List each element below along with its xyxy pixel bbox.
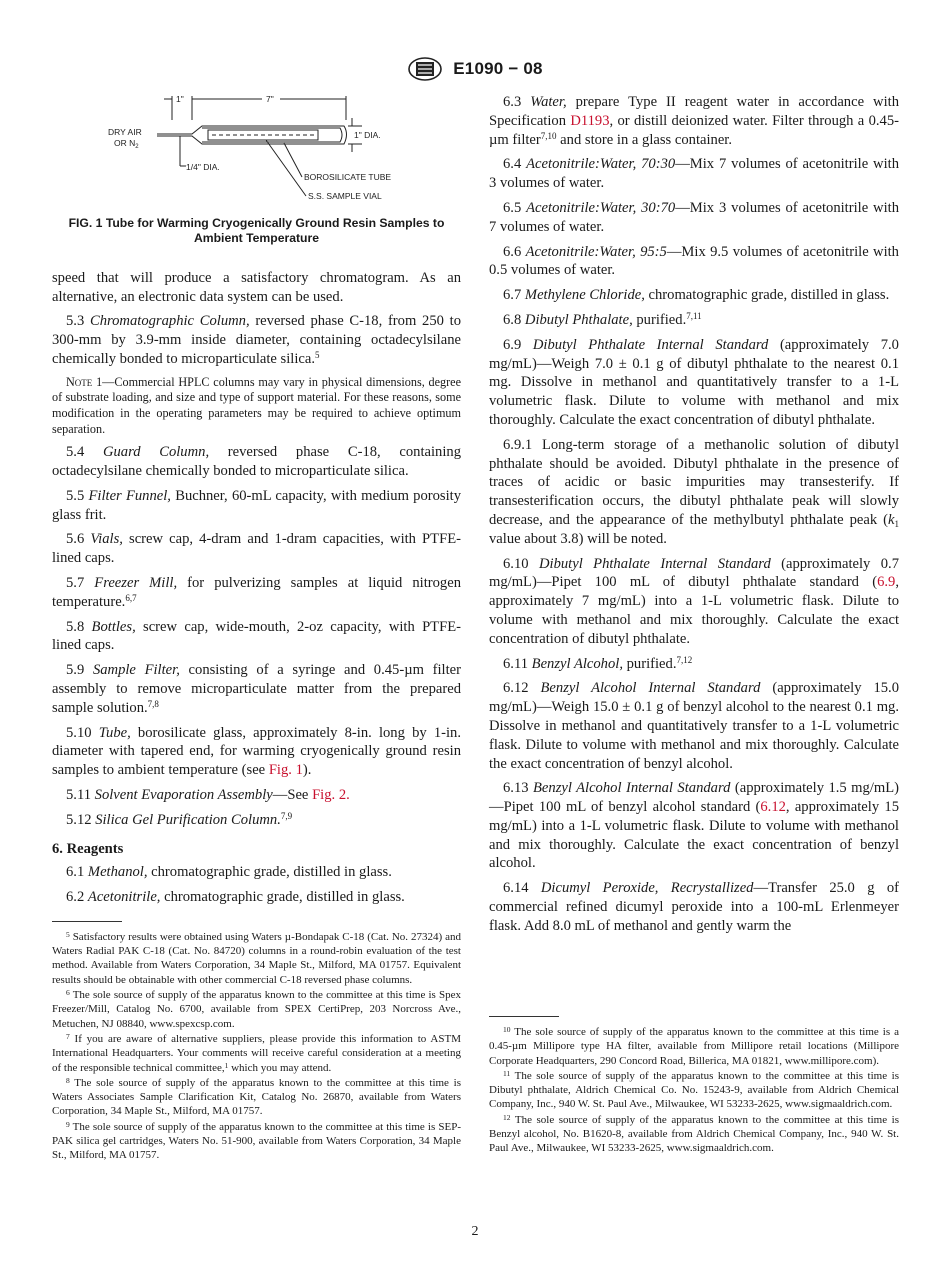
dim-1in-label: 1" <box>176 94 184 104</box>
paragraph-5-12: 5.12 Silica Gel Purification Column.$^{7,9}$ <box>66 810 293 828</box>
paragraph-5-9: 5.9 Sample Filter, consisting of a syringe and 0.45-µm filter assembly to remove microparticulate matter from the prepared sample solution.$^{7,8}$ <box>52 662 461 716</box>
paragraph-6-5: 6.5 Acetonitrile:Water, 30:70—Mix 3 volumes of acetonitrile with 7 volumes of water. <box>489 199 900 235</box>
footnote-5: $^5$ Satisfactory results were obtained using Waters µ-Bondapak C-18 (Cat. No. 27324) and Waters Radial PAK C-18 (Cat. No. 84720) columns in a round-robin evaluation of the test method. Available from Waters Corporation, 34 Maple St., Milford, MA 01757. Equivalent results should be obtainable with other commercial C-18 reversed phase columns. <box>52 929 461 986</box>
paragraph-6-13: 6.13 Benzyl Alcohol Internal Standard (approximately 1.5 mg/mL)—Pipet 100 mL of benzyl alcohol standard (6.12, approximately 15 mg/mL) into a 1-L volumetric flask. Dilute to volume with methanol and mix thoroughly. Calculate the exact concentration of benzyl alcohol. <box>489 780 899 872</box>
astm-logo-icon <box>407 56 443 82</box>
paragraph-6-8: 6.8 Dibutyl Phthalate, purified.$^{7,11}$ <box>503 310 702 328</box>
footnote-6: $^6$ The sole source of supply of the apparatus known to the committee at this time is Spex Freezer/Mill, Catalog No. 6700, available from SPEX CertiPrep, 203 Norcross Ave., Metuchen, NJ 08840, www.spexcsp.com. <box>52 988 461 1030</box>
dia-quarter-label: 1/4" DIA. <box>186 162 220 172</box>
figure-1 <box>52 90 461 247</box>
left-column <box>52 90 461 1164</box>
dry-air-label: DRY AIR <box>108 127 142 137</box>
dim-7in-label: 7" <box>266 94 274 104</box>
tube-diagram <box>52 90 461 206</box>
paragraph-5-8: 5.8 Bottles, screw cap, wide-mouth, 2-oz capacity, with PTFE-lined caps. <box>52 618 461 654</box>
paragraph-5-6: 5.6 Vials, screw cap, 4-dram and 1-dram capacities, with PTFE-lined caps. <box>52 531 461 567</box>
or-n2-label: OR $N_2$ <box>114 138 139 150</box>
paragraph-5-3: 5.3 Chromatographic Column, reversed phase C-18, from 250 to 300-mm by 3.9-mm inside diameter, containing octadecylsilane chemically bonded to microparticulate silica.$^5$ <box>52 313 461 367</box>
paragraph-5-10: 5.10 Tube, borosilicate glass, approximately 8-in. long by 1-in. diameter with tapered end, for warming cryogenically ground resin samples to ambient temperature (see Fig. 1). <box>52 724 461 779</box>
ref-6-12-link[interactable]: 6.12 <box>760 799 786 816</box>
figure-caption: FIG. 1 Tube for Warming Cryogenically Ground Resin Samples to Ambient Temperature <box>68 215 445 246</box>
page-number: 2 <box>471 1224 479 1239</box>
page-header <box>0 56 950 82</box>
paragraph-6-9-1: 6.9.1 Long-term storage of a methanolic solution of dibutyl phthalate should be avoided. Dibutyl phthalate in the presence of traces of acidic or basic impurities may transesterify. If transesterification occurs, the dibutyl phthalate peak will slowly decrease, and the appearance of the methylbutyl phthalate peak ($k_1$ value about 3.8) will be noted. <box>489 436 899 547</box>
paragraph-5-11: 5.11 Solvent Evaporation Assembly—See Fig. 2. <box>66 786 350 803</box>
footnote-8: $^8$ The sole source of supply of the apparatus known to the committee at this time is Waters Associates Sample Clarification Kit, Catalog No. 26870, available from Waters Corporation, 34 Maple St., Milford, MA 01757. <box>52 1075 461 1118</box>
fig-2-link[interactable]: Fig. 2. <box>312 786 350 803</box>
fig-1-link[interactable]: Fig. 1 <box>268 762 303 779</box>
footnote-11: $^{11}$ The sole source of supply of the apparatus known to the committee at this time is Dibutyl phthalate, Aldrich Chemical Co. No. 15243-9, available from Aldrich Chemical Company, Inc., 940 W. St. Paul Ave., Milwaukee, WI 53233-2625, www.sigmaaldrich.com. <box>489 1068 899 1111</box>
paragraph-6-2: 6.2 Acetonitrile, chromatographic grade, distilled in glass. <box>66 889 405 906</box>
designation: E1090 − 08 <box>453 59 543 78</box>
paragraph-6-11: 6.11 Benzyl Alcohol, purified.$^{7,12}$ <box>503 654 693 672</box>
footnote-12: $^{12}$ The sole source of supply of the apparatus known to the committee at this time is Benzyl alcohol, No. B1620-8, available from Aldrich Chemical Company, Inc., 940 W. St. Paul Ave., Milwaukee, WI 53233-2625, www.sigmaaldrich.com. <box>489 1112 899 1155</box>
footnote-rule-right <box>489 1016 559 1017</box>
right-footnotes <box>489 1016 899 1157</box>
paragraph-5-7: 5.7 Freezer Mill, for pulverizing samples at liquid nitrogen temperature.$^{6,7}$ <box>52 574 461 610</box>
right-column <box>489 93 899 942</box>
paragraph-6-9: 6.9 Dibutyl Phthalate Internal Standard (approximately 7.0 mg/mL)—Weigh 7.0 ± 0.1 g of dibutyl phthalate to the nearest 0.1 mg. Dissolve in methanol and quantitatively transfer to a 1-L volumetric flask. Dilute to volume with methanol and mix thoroughly. Calculate the exact concentration of dibutyl phthalate. <box>489 336 899 428</box>
paragraph-continued: speed that will produce a satisfactory chromatogram. As an alternative, an electronic data system can be used. <box>52 269 461 305</box>
footnote-9: $^9$ The sole source of supply of the apparatus known to the committee at this time is SEP-PAK silica gel cartridges, Waters No. 51-900, available from Waters Corporation, 34 Maple St., Milford, MA 01757. <box>52 1119 461 1162</box>
footnote-7: $^7$ If you are aware of alternative suppliers, please provide this information to ASTM International Headquarters. Your comments will receive careful consideration at a meeting of the responsible technical committee,$^1$ which you may attend. <box>52 1031 461 1074</box>
paragraph-6-1: 6.1 Methanol, chromatographic grade, distilled in glass. <box>66 864 392 881</box>
d1193-link[interactable]: D1193 <box>570 112 610 129</box>
paragraph-6-6: 6.6 Acetonitrile:Water, 95:5—Mix 9.5 volumes of acetonitrile with 0.5 volumes of water. <box>489 243 899 279</box>
footnote-10: $^{10}$ The sole source of supply of the apparatus known to the committee at this time is a 0.45-µm Millipore type HA filter, available from Millipore retail locations (Millipore Corporate Headquarters, 290 Concord Road, Billerica, MA 01821, www.millipore.com). <box>489 1025 899 1067</box>
note-1: Note 1—Commercial HPLC columns may vary in physical dimensions, degree of substrate loading, and size and type of support material. For these reasons, some modification in the operating parameters may be required to achieve optimum separation. <box>52 374 461 436</box>
paragraph-6-12: 6.12 Benzyl Alcohol Internal Standard (approximately 15.0 mg/mL)—Weigh 15.0 ± 0.1 g of benzyl alcohol to the nearest 0.1 mg. Dissolve in methanol and quantitatively transfer to a 1-L volumetric flask. Dilute to volume with methanol and mix thoroughly. Calculate the exact concentration of benzyl alcohol. <box>489 680 899 772</box>
paragraph-6-14: 6.14 Dicumyl Peroxide, Recrystallized—Transfer 25.0 g of commercial refined dicumyl peroxide into a 100-mL Erlenmeyer flask. Add 8.0 mL of methanol and gently warm the <box>489 880 899 934</box>
paragraph-6-3: 6.3 Water, prepare Type II reagent water in accordance with Specification D1193, or distill deionized water. Filter through a 0.45-µm filter$^{7,10}$ and store in a glass container. <box>489 94 899 148</box>
ref-6-9-link[interactable]: 6.9 <box>877 574 896 591</box>
footnote-rule <box>52 921 122 922</box>
section-heading-reagents: 6. Reagents <box>52 840 124 857</box>
paragraph-6-10: 6.10 Dibutyl Phthalate Internal Standard (approximately 0.7 mg/mL)—Pipet 100 mL of dibutyl phthalate standard (6.9, approximately 7 mg/mL) into a 1-L volumetric flask. Dilute to volume with methanol and mix thoroughly. Calculate the exact concentration of dibutyl phthalate. <box>489 555 899 647</box>
dia-1in-label: 1" DIA. <box>354 130 381 140</box>
paragraph-6-4: 6.4 Acetonitrile:Water, 70:30—Mix 7 volumes of acetonitrile with 3 volumes of water. <box>489 156 900 192</box>
vial-label: S.S. SAMPLE VIAL <box>308 191 382 201</box>
tube-label: BOROSILICATE TUBE <box>304 172 392 182</box>
paragraph-6-7: 6.7 Methylene Chloride, chromatographic grade, distilled in glass. <box>503 287 890 304</box>
paragraph-5-4: 5.4 Guard Column, reversed phase C-18, containing octadecylsilane chemically bonded to microparticulate silica. <box>52 444 461 479</box>
paragraph-5-5: 5.5 Filter Funnel, Buchner, 60-mL capacity, with medium porosity glass frit. <box>52 487 462 523</box>
